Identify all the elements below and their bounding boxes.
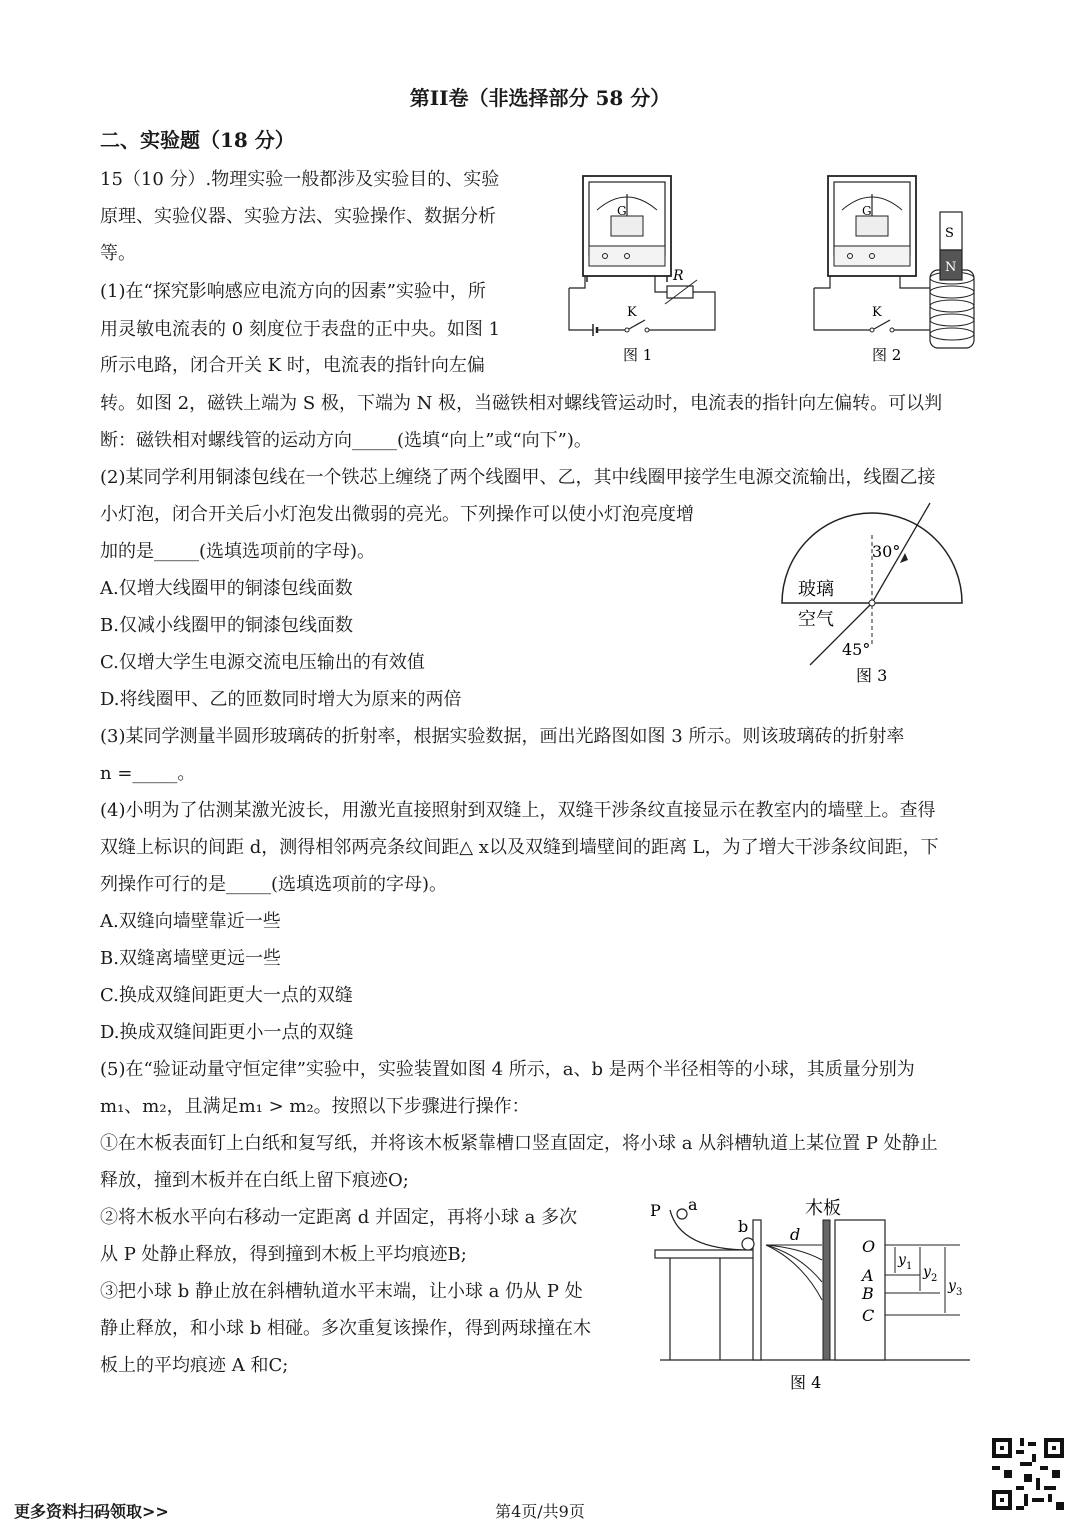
fig2-magnet-n: N — [945, 260, 957, 275]
q15-p5-line-9: 板上的平均痕迹 A 和C; — [100, 1355, 289, 1376]
fig1-resistor-label: R — [673, 268, 684, 284]
fig4-b-mark-label: B — [862, 1284, 874, 1303]
fig3-air-label: 空气 — [798, 609, 834, 630]
q15-p2-option-c: C.仅增大学生电源交流电压输出的有效值 — [100, 652, 425, 673]
section-heading: 二、实验题（18 分） — [100, 128, 295, 152]
q15-intro-line-2: 原理、实验仪器、实验方法、实验操作、数据分析 — [100, 206, 496, 227]
footer-more-materials-link[interactable]: 更多资料扫码领取>> — [14, 1502, 169, 1521]
figure-3-refraction — [760, 495, 985, 695]
fig1-meter-label: G — [617, 204, 627, 218]
fig4-y3-label: y — [948, 1278, 956, 1294]
fig3-angle-45: 45° — [842, 640, 871, 659]
q15-p4-line-1: (4)小明为了估测某激光波长，用激光直接照射到双缝上，双缝干涉条纹直接显示在教室内的墙壁上。查得 — [100, 800, 936, 821]
fig4-a-label: a — [688, 1195, 698, 1214]
fig4-o-label: O — [862, 1237, 876, 1256]
q15-p3-line-2: n =_____。 — [100, 763, 196, 784]
q15-p5-line-5: ②将木板水平向右移动一定距离 d 并固定，再将小球 a 多次 — [100, 1207, 578, 1228]
q15-p1-line-5: 断：磁铁相对螺线管的运动方向_____(选填“向上”或“向下”)。 — [100, 430, 592, 451]
q15-intro-line-3: 等。 — [100, 243, 136, 264]
figure-1-circuit — [555, 170, 730, 370]
q15-p1-line-4: 转。如图 2，磁铁上端为 S 极，下端为 N 极，当磁铁相对螺线管运动时，电流表的指针向左偏转。可以判 — [100, 393, 943, 414]
fig4-y2-label: y — [923, 1264, 931, 1280]
q15-p1-line-1: (1)在“探究影响感应电流方向的因素”实验中，所 — [100, 281, 486, 302]
page-number: 第4页/共9页 — [495, 1502, 585, 1521]
fig4-caption: 图 4 — [790, 1373, 822, 1392]
fig4-p-label: P — [650, 1201, 661, 1220]
fig2-switch-label: K — [872, 305, 882, 320]
q15-p2-option-d: D.将线圈甲、乙的匝数同时增大为原来的两倍 — [100, 689, 462, 710]
q15-p2-line-3: 加的是_____(选填选项前的字母)。 — [100, 541, 376, 562]
q15-p3-line-1: (3)某同学测量半圆形玻璃砖的折射率，根据实验数据，画出光路图如图 3 所示。则该玻璃砖的折射率 — [100, 726, 905, 747]
fig4-d-label: d — [790, 1225, 801, 1244]
fig3-angle-30: 30° — [872, 542, 901, 561]
q15-p4-line-2: 双缝上标识的间距 d，测得相邻两亮条纹间距△ x以及双缝到墙壁间的距离 L，为了增大干涉条纹间距，下 — [100, 837, 939, 858]
fig4-y1-subscript: 1 — [906, 1261, 913, 1272]
q15-p5-line-3: ①在木板表面钉上白纸和复写纸，并将该木板紧靠槽口竖直固定，将小球 a 从斜槽轨道上某位置 P 处静止 — [100, 1133, 938, 1154]
q15-p1-line-3: 所示电路，闭合开关 K 时，电流表的指针向左偏 — [100, 355, 485, 376]
fig2-meter-label: G — [862, 204, 872, 218]
q15-p5-line-7: ③把小球 b 静止放在斜槽轨道水平末端，让小球 a 仍从 P 处 — [100, 1281, 583, 1302]
q15-p4-option-c: C.换成双缝间距更大一点的双缝 — [100, 985, 353, 1006]
paper-part-title: 第II卷（非选择部分 58 分） — [409, 86, 671, 110]
fig4-y1-label: y — [898, 1252, 906, 1268]
q15-p5-line-4: 释放，撞到木板并在白纸上留下痕迹O; — [100, 1170, 409, 1191]
fig1-switch-label: K — [627, 305, 637, 320]
q15-p2-line-2: 小灯泡，闭合开关后小灯泡发出微弱的亮光。下列操作可以使小灯泡亮度增 — [100, 504, 694, 525]
q15-intro-line-1: 15（10 分）.物理实验一般都涉及实验目的、实验 — [100, 169, 500, 190]
q15-p5-line-8: 静止释放，和小球 b 相碰。多次重复该操作，得到两球撞在木 — [100, 1318, 591, 1339]
fig3-caption: 图 3 — [856, 666, 888, 685]
fig2-magnet-s: S — [945, 226, 954, 241]
q15-p2-option-a: A.仅增大线圈甲的铜漆包线面数 — [100, 578, 353, 599]
q15-p1-line-2: 用灵敏电流表的 0 刻度位于表盘的正中央。如图 1 — [100, 319, 501, 340]
fig4-y2-subscript: 2 — [931, 1273, 938, 1284]
q15-p2-line-1: (2)某同学利用铜漆包线在一个铁芯上缠绕了两个线圈甲、乙，其中线圈甲接学生电源交流输出，线圈乙接 — [100, 467, 936, 488]
fig4-board-label: 木板 — [805, 1198, 841, 1219]
fig4-y3-subscript: 3 — [956, 1287, 963, 1298]
q15-p5-line-2: m₁、m₂，且满足m₁ > m₂。按照以下步骤进行操作： — [100, 1096, 530, 1117]
q15-p4-line-3: 列操作可行的是_____(选填选项前的字母)。 — [100, 874, 448, 895]
q15-p4-option-d: D.换成双缝间距更小一点的双缝 — [100, 1022, 354, 1043]
q15-p4-option-a: A.双缝向墙壁靠近一些 — [100, 911, 281, 932]
fig4-b-label: b — [738, 1217, 749, 1236]
q15-p2-option-b: B.仅减小线圈甲的铜漆包线面数 — [100, 615, 353, 636]
q15-p4-option-b: B.双缝离墙壁更远一些 — [100, 948, 281, 969]
fig2-caption: 图 2 — [872, 346, 902, 364]
q15-p5-line-1: (5)在“验证动量守恒定律”实验中，实验装置如图 4 所示，a、b 是两个半径相等的小球，其质量分别为 — [100, 1059, 915, 1080]
figure-2-solenoid — [800, 170, 985, 370]
fig1-caption: 图 1 — [623, 346, 653, 364]
figure-4-momentum-setup — [640, 1190, 985, 1400]
fig3-glass-label: 玻璃 — [798, 579, 834, 600]
fig4-a-mark-label: A — [862, 1266, 874, 1285]
fig4-c-mark-label: C — [862, 1306, 875, 1325]
q15-p5-line-6: 从 P 处静止释放，得到撞到木板上平均痕迹B; — [100, 1244, 467, 1265]
